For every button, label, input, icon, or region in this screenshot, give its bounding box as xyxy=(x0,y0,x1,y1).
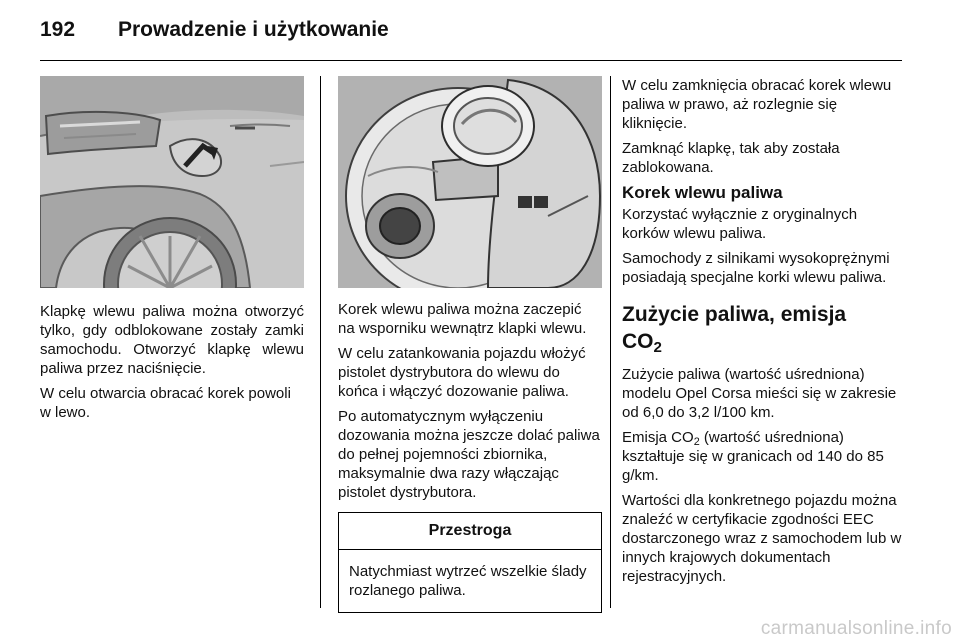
paragraph: W celu otwarcia obracać korek powoli w lewo. xyxy=(40,385,291,421)
paragraph: Zamknąć klapkę, tak aby została zablokowana. xyxy=(622,140,840,176)
section-heading-fuel-consumption: Zużycie paliwa, emisja $CO_2$ xyxy=(622,303,847,357)
paragraph: W celu zatankowania pojazdu włożyć pistolet dystrybutora do wlewu do końca i włączyć dozowanie paliwa. xyxy=(338,345,586,400)
fuel-cap-on-bracket-illustration xyxy=(338,76,602,288)
caution-text: Natychmiast wytrzeć wszelkie ślady rozlanego paliwa. xyxy=(349,563,587,599)
paragraph: Korzystać wyłącznie z oryginalnych korków wlewu paliwa. xyxy=(622,206,858,242)
section-heading-fuel-cap: Korek wlewu paliwa xyxy=(622,183,783,202)
column-right xyxy=(622,76,904,592)
column-left xyxy=(40,76,304,428)
paragraph: Samochody z silnikami wysokoprężnymi posiadają specjalne korki wlewu paliwa. xyxy=(622,250,890,286)
paragraph: Klapkę wlewu paliwa można otworzyć tylko, gdy odblokowane zostały zamki samochodu. Otworzyć klapkę wlewu paliwa przez naciśnięcie. xyxy=(40,303,304,377)
running-title: Prowadzenie i użytkowanie xyxy=(118,18,389,41)
caution-title: Przestroga xyxy=(339,513,601,550)
watermark: carmanualsonline.info xyxy=(760,618,952,639)
column-divider xyxy=(610,76,611,608)
page-number: 192 xyxy=(40,18,76,41)
column-divider xyxy=(320,76,321,608)
paragraph: W celu zamknięcia obracać korek wlewu paliwa w prawo, aż rozlegnie się kliknięcie. xyxy=(622,77,892,132)
paragraph: Zużycie paliwa (wartość uśredniona) modelu Opel Corsa mieści się w zakresie od 6,0 do 3,2 l/100 km. xyxy=(622,366,897,421)
page-header xyxy=(40,14,902,61)
paragraph-co2-emission: Emisja $CO_2$ (wartość uśredniona) kształtuje się w granicach od 140 do 85 g/km. xyxy=(622,429,884,484)
car-rear-fuel-flap-illustration xyxy=(40,76,304,288)
paragraph: Po automatycznym wyłączeniu dozowania można jeszcze dolać paliwa do pełnej pojemności zbiornika, maksymalnie dwa razy włączając pistolet dystrybutora. xyxy=(338,408,600,501)
caution-box xyxy=(338,512,602,613)
paragraph: Korek wlewu paliwa można zaczepić na wsporniku wewnątrz klapki wlewu. xyxy=(338,301,587,337)
paragraph: Wartości dla konkretnego pojazdu można znaleźć w certyfikacie zgodności EEC dostarczonego wraz z samochodem lub w innych krajowych dokumentach rejestracyjnych. xyxy=(622,492,902,585)
column-middle xyxy=(338,76,602,613)
